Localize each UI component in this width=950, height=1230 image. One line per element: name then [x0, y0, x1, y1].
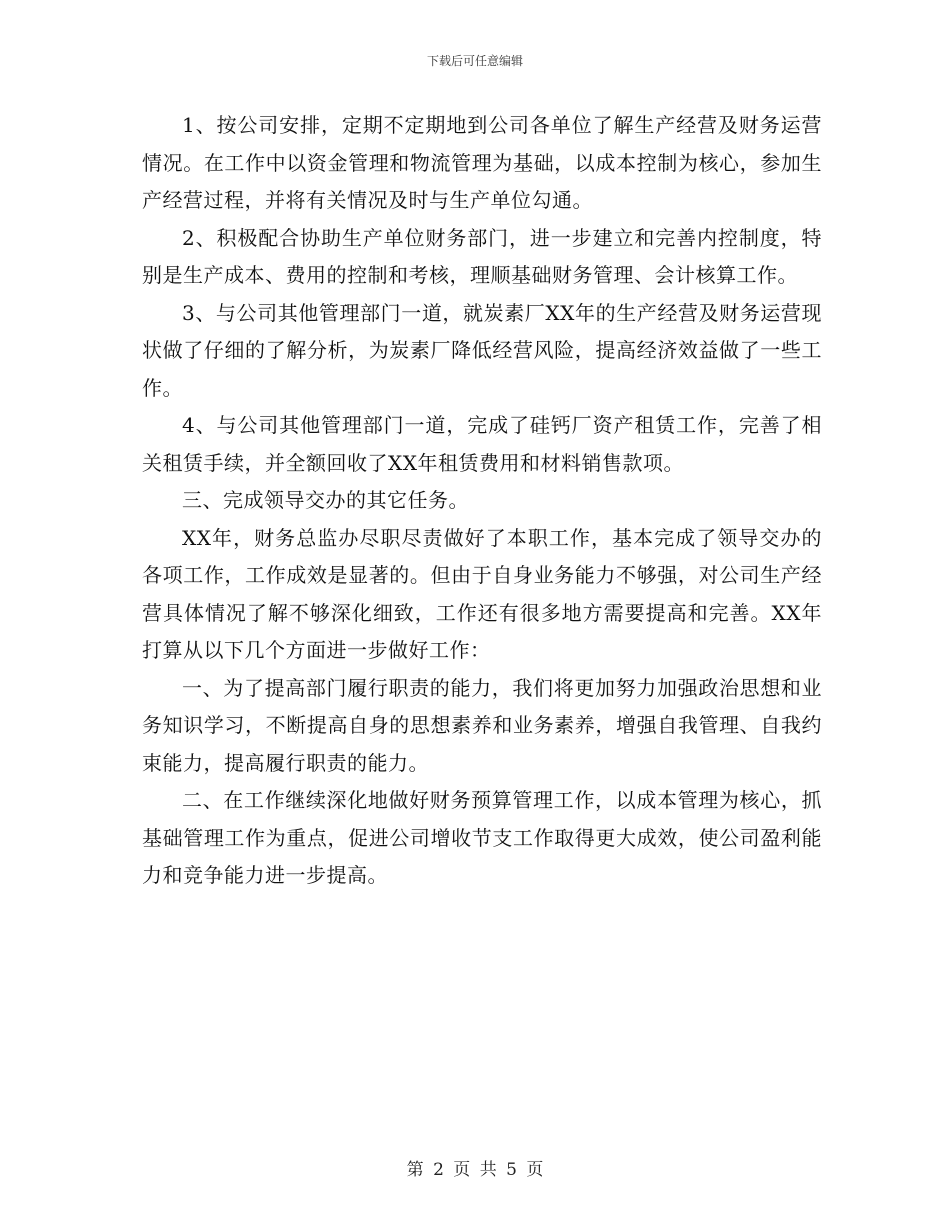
page-footer: 第 2 页 共 5 页 — [406, 1160, 544, 1180]
paragraph-3: 3、与公司其他管理部门一道，就炭素厂XX年的生产经营及财务运营现状做了仔细的了解分析，为炭素厂降低经营风险，提高经济效益做了一些工作。 — [142, 300, 822, 400]
section-heading-3: 三、完成领导交办的其它任务。 — [182, 488, 469, 512]
paragraph-summary: XX年，财务总监办尽职尽责做好了本职工作，基本完成了领导交办的各项工作，工作成效是显著的。但由于自身业务能力不够强，对公司生产经营具体情况了解不够深化细致，工作还有很多地方需要提高和完善。XX年打算从以下几个方面进一步做好工作： — [142, 525, 822, 662]
plan-item-2: 二、在工作继续深化地做好财务预算管理工作，以成本管理为核心，抓基础管理工作为重点，促进公司增收节支工作取得更大成效，使公司盈利能力和竞争能力进一步提高。 — [142, 788, 822, 887]
plan-item-1: 一、为了提高部门履行职责的能力，我们将更加努力加强政治思想和业务知识学习，不断提高自身的思想素养和业务素养，增强自我管理、自我约束能力，提高履行职责的能力。 — [142, 675, 822, 775]
document-body — [142, 107, 822, 895]
paragraph-1: 1、按公司安排，定期不定期地到公司各单位了解生产经营及财务运营情况。在工作中以资金管理和物流管理为基础，以成本控制为核心，参加生产经营过程，并将有关情况及时与生产单位勾通。 — [142, 113, 822, 212]
page-header: 下载后可任意编辑 — [426, 54, 523, 68]
paragraph-2: 2、积极配合协助生产单位财务部门，进一步建立和完善内控制度，特别是生产成本、费用的控制和考核，理顺基础财务管理、会计核算工作。 — [142, 225, 822, 287]
paragraph-4: 4、与公司其他管理部门一道，完成了硅钙厂资产租赁工作，完善了相关租赁手续，并全额回收了XX年租赁费用和材料销售款项。 — [142, 413, 822, 475]
